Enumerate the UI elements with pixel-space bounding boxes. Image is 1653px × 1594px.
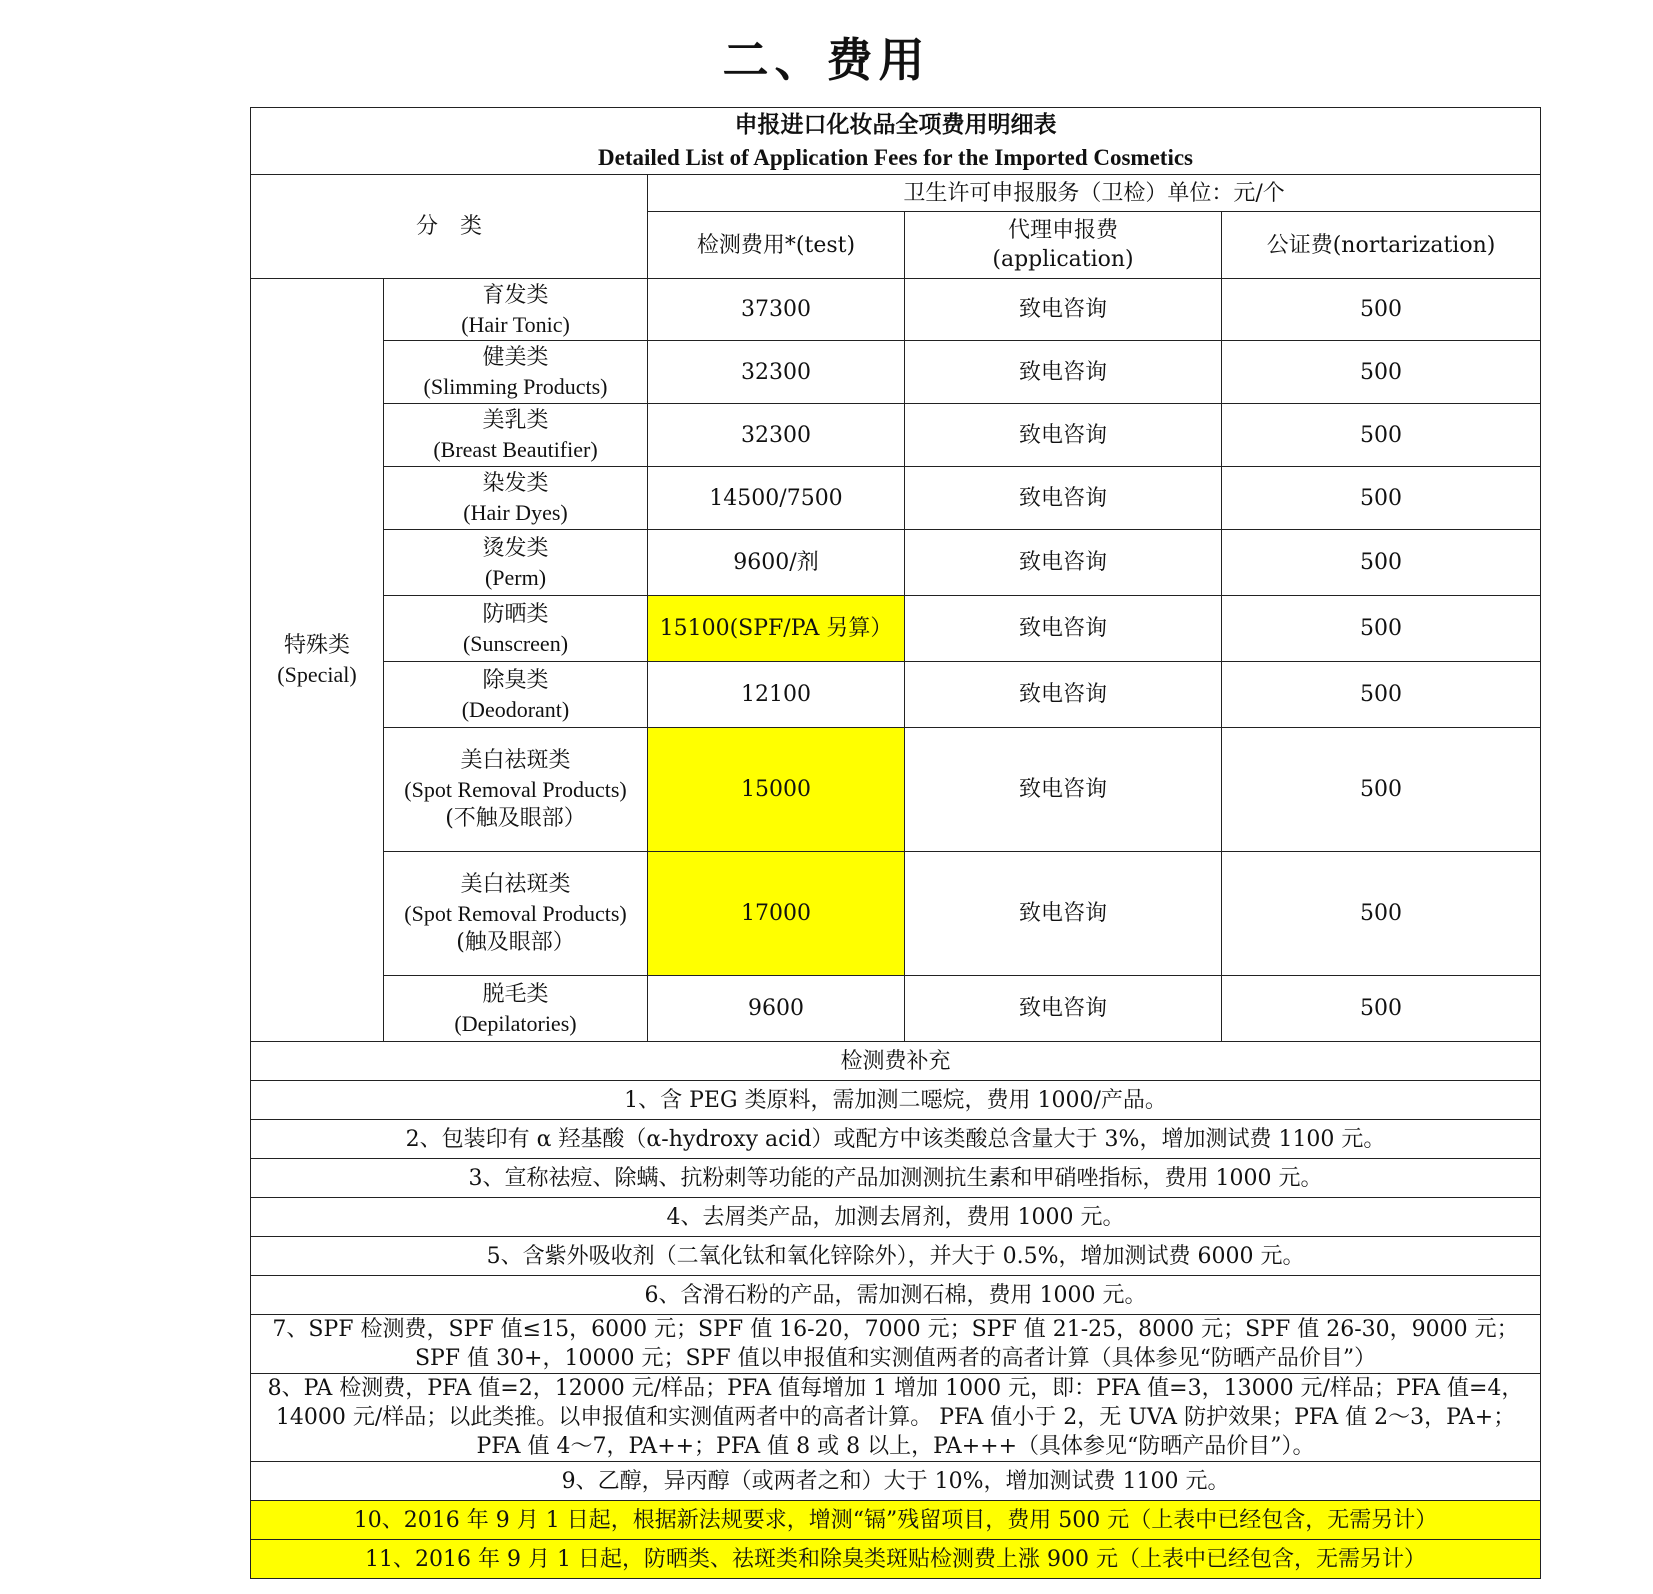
- supplement-header: 检测费补充: [251, 1042, 1541, 1081]
- category-cell: [384, 596, 648, 662]
- table-row: [251, 852, 1541, 976]
- application-fee: 致电咨询: [905, 728, 1222, 852]
- category-name-en: (Slimming Products): [423, 374, 608, 399]
- table-row: [251, 728, 1541, 852]
- test-fee: 9600: [648, 976, 905, 1042]
- category-name-en: (Sunscreen): [462, 630, 569, 656]
- category-name-en: (Breast Beautifier): [433, 437, 598, 462]
- notarization-fee: 500: [1222, 728, 1541, 852]
- application-fee: 致电咨询: [905, 530, 1222, 596]
- column-header-application: [905, 212, 1222, 279]
- notarization-fee: 500: [1222, 467, 1541, 530]
- column-header-test: 检测费用*(test): [648, 212, 905, 279]
- category-name-en: (Spot Removal Products): [404, 777, 627, 802]
- table-row: [251, 976, 1541, 1042]
- test-fee: 12100: [648, 662, 905, 728]
- test-fee: 37300: [648, 279, 905, 341]
- notarization-fee: 500: [1222, 596, 1541, 662]
- table-row: [251, 662, 1541, 728]
- group-label: [251, 279, 384, 1042]
- category-name-cn: 美乳类: [482, 408, 549, 433]
- category-name-cn: 美白祛斑类: [460, 748, 571, 773]
- column-header-application-cn: 代理申报费: [1007, 218, 1118, 243]
- note-item: 3、宣称祛痘、除螨、抗粉刺等功能的产品加测测抗生素和甲硝唑指标，费用 1000 元。: [251, 1159, 1541, 1198]
- page-title: 二、费用: [722, 33, 931, 87]
- table-row: [251, 530, 1541, 596]
- group-label-en: (Special): [277, 662, 357, 687]
- notarization-fee: 500: [1222, 662, 1541, 728]
- fee-table: [250, 107, 1541, 1579]
- test-fee: 14500/7500: [648, 467, 905, 530]
- category-cell: [384, 467, 648, 530]
- table-title-cn: 申报进口化妆品全项费用明细表: [734, 112, 1057, 137]
- category-name-cn: 健美类: [482, 345, 549, 370]
- category-name-cn: 育发类: [482, 282, 549, 308]
- application-fee: 致电咨询: [905, 404, 1222, 467]
- test-fee: 32300: [648, 341, 905, 404]
- application-fee: 致电咨询: [905, 467, 1222, 530]
- category-name-en: (Hair Dyes): [463, 500, 568, 525]
- note-item: 6、含滑石粉的产品，需加测石棉，费用 1000 元。: [251, 1276, 1541, 1315]
- note-item-highlighted: 10、2016 年 9 月 1 日起，根据新法规要求，增测“镉”残留项目，费用 500 元（上表中已经包含，无需另计）: [251, 1501, 1541, 1540]
- application-fee: 致电咨询: [905, 852, 1222, 976]
- test-fee-highlighted: 15000: [648, 728, 905, 852]
- category-cell: [384, 728, 648, 852]
- note-item: 4、去屑类产品，加测去屑剂，费用 1000 元。: [251, 1198, 1541, 1237]
- application-fee: 致电咨询: [905, 662, 1222, 728]
- category-cell: [384, 279, 648, 341]
- category-note: (不触及眼部）: [445, 806, 586, 831]
- note-item: 9、乙醇，异丙醇（或两者之和）大于 10%，增加测试费 1100 元。: [251, 1462, 1541, 1501]
- category-name-en: (Spot Removal Products): [404, 901, 627, 926]
- category-name-cn: 防晒类: [482, 601, 549, 627]
- table-row: [251, 404, 1541, 467]
- notarization-fee: 500: [1222, 404, 1541, 467]
- category-name-cn: 脱毛类: [482, 981, 549, 1007]
- notarization-fee: 500: [1222, 341, 1541, 404]
- group-label-cn: 特殊类: [283, 633, 350, 658]
- note-item: 5、含紫外吸收剂（二氧化钛和氧化锌除外），并大于 0.5%，增加测试费 6000 元。: [251, 1237, 1541, 1276]
- application-fee: 致电咨询: [905, 976, 1222, 1042]
- test-fee-highlighted: 17000: [648, 852, 905, 976]
- column-header-notarization: 公证费(nortarization): [1222, 212, 1541, 279]
- notarization-fee: 500: [1222, 279, 1541, 341]
- category-name-cn: 染发类: [482, 471, 549, 496]
- category-name-cn: 美白祛斑类: [460, 872, 571, 897]
- column-header-application-en: (application): [992, 247, 1134, 272]
- category-name-en: (Deodorant): [461, 696, 570, 722]
- table-row: [251, 596, 1541, 662]
- notarization-fee: 500: [1222, 852, 1541, 976]
- test-fee: 9600/剂: [648, 530, 905, 596]
- application-fee: 致电咨询: [905, 279, 1222, 341]
- category-name-cn: 烫发类: [482, 535, 549, 561]
- test-fee-highlighted: 15100(SPF/PA 另算）: [648, 596, 905, 662]
- category-name-cn: 除臭类: [482, 667, 549, 693]
- table-row: [251, 467, 1541, 530]
- table-row: [251, 279, 1541, 341]
- service-header: 卫生许可申报服务（卫检）单位：元/个: [648, 175, 1541, 212]
- notarization-fee: 500: [1222, 530, 1541, 596]
- category-cell: [384, 662, 648, 728]
- category-name-en: (Hair Tonic): [461, 311, 570, 337]
- table-title-en: Detailed List of Application Fees for the Imported Cosmetics: [598, 145, 1193, 170]
- application-fee: 致电咨询: [905, 341, 1222, 404]
- category-note: (触及眼部）: [456, 930, 575, 955]
- category-cell: [384, 530, 648, 596]
- category-name-en: (Depilatories): [454, 1010, 577, 1036]
- category-header: 分 类: [251, 175, 648, 279]
- test-fee: 32300: [648, 404, 905, 467]
- category-name-en: (Perm): [484, 564, 547, 590]
- note-item: 2、包装印有 α 羟基酸（α-hydroxy acid）或配方中该类酸总含量大于 3%，增加测试费 1100 元。: [251, 1120, 1541, 1159]
- notarization-fee: 500: [1222, 976, 1541, 1042]
- note-item-highlighted: 11、2016 年 9 月 1 日起，防晒类、祛斑类和除臭类斑贴检测费上涨 900 元（上表中已经包含，无需另计）: [251, 1540, 1541, 1579]
- table-row: [251, 341, 1541, 404]
- note-item: 8、PA 检测费，PFA 值=2，12000 元/样品；PFA 值每增加 1 增加 1000 元，即：PFA 值=3，13000 元/样品；PFA 值=4，14000 元/样品；以此类推。以申报值和实测值两者中的高者计算。 PFA 值小于 2，无 UVA 防护效果；PFA 值 2～3，PA+；PFA 值 4～7，PA++；PFA 值 8 或 8 以上，PA+++（具体参见“防晒产品价目”）。: [251, 1374, 1541, 1462]
- table-caption: [251, 108, 1541, 175]
- note-item: 7、SPF 检测费，SPF 值≤15，6000 元；SPF 值 16-20，7000 元；SPF 值 21-25，8000 元；SPF 值 26-30，9000 元；SPF 值 30+，10000 元；SPF 值以申报值和实测值两者的高者计算（具体参见“防晒产品价目”）: [251, 1315, 1541, 1374]
- note-item: 1、含 PEG 类原料，需加测二噁烷，费用 1000/产品。: [251, 1081, 1541, 1120]
- category-cell: [384, 404, 648, 467]
- application-fee: 致电咨询: [905, 596, 1222, 662]
- category-cell: [384, 341, 648, 404]
- category-cell: [384, 852, 648, 976]
- category-cell: [384, 976, 648, 1042]
